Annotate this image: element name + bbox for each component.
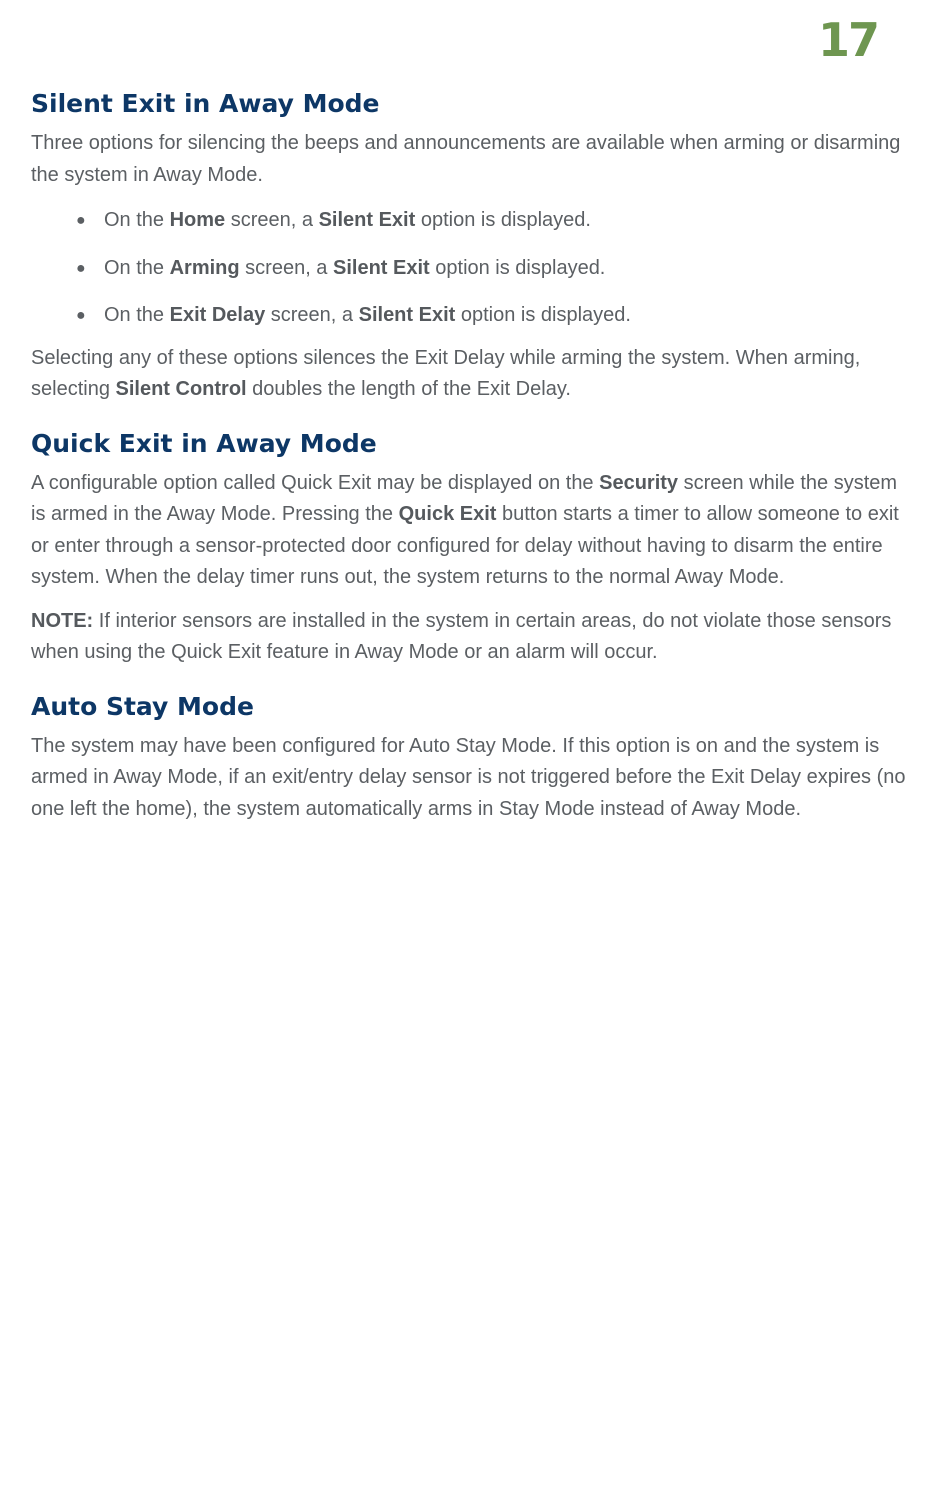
section-title-silent-exit: Silent Exit in Away Mode	[31, 89, 380, 118]
silent-exit-closing: Selecting any of these options silences the Exit Delay while arming the system. When arming, selecting Silent Control doubles the length of the Exit Delay.	[31, 346, 861, 400]
page-content	[31, 84, 906, 825]
option-name: Silent Exit	[358, 304, 456, 326]
list-item: ● On the Arming screen, a Silent Exit option is displayed.	[31, 253, 906, 285]
screen-name: Exit Delay	[169, 304, 266, 326]
quick-exit-description: A configurable option called Quick Exit may be displayed on the Security screen while the system is armed in the Away Mode. Pressing the Quick Exit button starts a timer to allow someone to exit or enter through a sensor-protected door configured for delay without having to disarm the entire system. When the delay timer runs out, the system returns to the normal Away Mode.	[31, 471, 899, 588]
silent-exit-intro: Three options for silencing the beeps and announcements are available when arming or disarming the system in Away Mode.	[31, 132, 901, 186]
list-item: ● On the Home screen, a Silent Exit option is displayed.	[31, 205, 906, 237]
section-title-auto-stay: Auto Stay Mode	[31, 691, 254, 721]
option-name: Silent Exit	[333, 256, 430, 279]
note-label: NOTE:	[31, 609, 94, 632]
silent-control-term: Silent Control	[115, 378, 247, 400]
silent-exit-options-list	[31, 205, 906, 332]
screen-name: Arming	[169, 256, 240, 279]
security-screen-term: Security	[599, 471, 679, 494]
quick-exit-note: NOTE: If interior sensors are installed in the system in certain areas, do not violate those sensors when using the Quick Exit feature in Away Mode or an alarm will occur.	[31, 609, 892, 663]
quick-exit-term: Quick Exit	[398, 503, 497, 525]
auto-stay-description: The system may have been configured for Auto Stay Mode. If this option is on and the system is armed in Away Mode, if an exit/entry delay sensor is not triggered before the Exit Delay expires (no one left the home), the system automatically arms in Stay Mode instead of Away Mode.	[31, 734, 906, 820]
list-item: ● On the Exit Delay screen, a Silent Exit option is displayed.	[31, 300, 906, 332]
page-number: 17	[817, 13, 878, 67]
section-title-quick-exit: Quick Exit in Away Mode	[31, 428, 377, 458]
option-name: Silent Exit	[318, 209, 416, 231]
bullet-icon: ●	[76, 212, 86, 229]
bullet-icon: ●	[76, 307, 86, 324]
bullet-icon: ●	[76, 259, 86, 277]
screen-name: Home	[169, 209, 226, 231]
